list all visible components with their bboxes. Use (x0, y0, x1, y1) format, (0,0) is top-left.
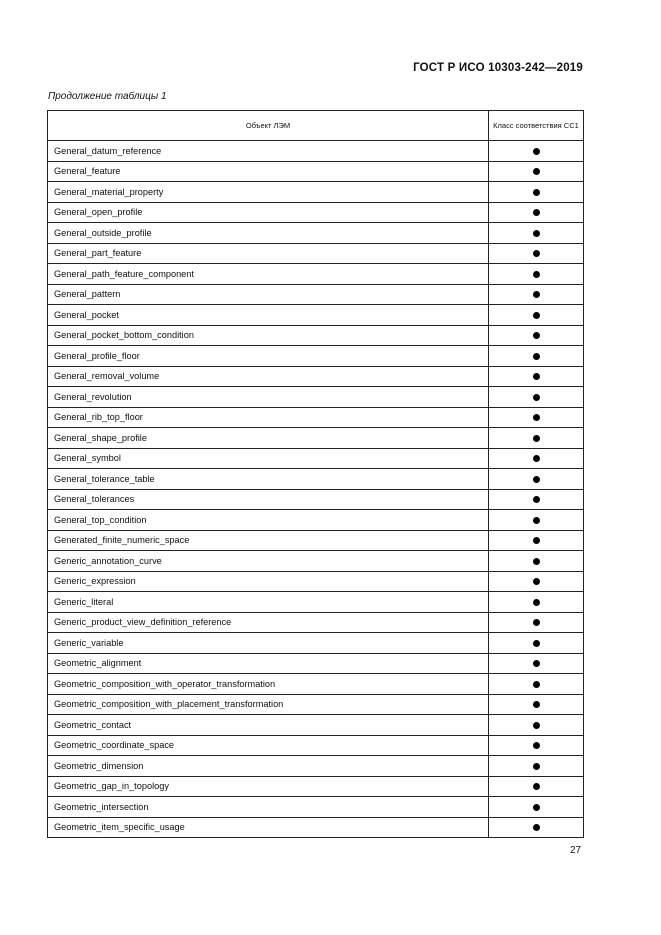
object-name-cell: General_tolerances (48, 489, 489, 510)
table-container (47, 110, 584, 838)
conformance-table (47, 110, 584, 838)
filled-circle-icon (533, 660, 540, 667)
object-name-cell: General_pocket_bottom_condition (48, 325, 489, 346)
object-name-cell: General_removal_volume (48, 366, 489, 387)
filled-circle-icon (533, 435, 540, 442)
conformance-mark-cell (489, 141, 584, 162)
conformance-mark-cell (489, 530, 584, 551)
filled-circle-icon (533, 291, 540, 298)
table-row (48, 366, 584, 387)
filled-circle-icon (533, 394, 540, 401)
filled-circle-icon (533, 455, 540, 462)
filled-circle-icon (533, 701, 540, 708)
conformance-mark-cell (489, 797, 584, 818)
conformance-mark-cell (489, 325, 584, 346)
conformance-mark-cell (489, 243, 584, 264)
object-name-cell: Generated_finite_numeric_space (48, 530, 489, 551)
conformance-mark-cell (489, 387, 584, 408)
filled-circle-icon (533, 209, 540, 216)
page-number: 27 (570, 845, 582, 856)
table-row (48, 612, 584, 633)
filled-circle-icon (533, 722, 540, 729)
object-name-cell: General_path_feature_component (48, 264, 489, 285)
conformance-mark-cell (489, 489, 584, 510)
conformance-mark-cell (489, 161, 584, 182)
object-name-cell: Generic_annotation_curve (48, 551, 489, 572)
conformance-mark-cell (489, 202, 584, 223)
table-row (48, 653, 584, 674)
object-name-cell: General_rib_top_floor (48, 407, 489, 428)
standard-designation: ГОСТ Р ИСО 10303-242—2019 (413, 62, 583, 74)
table-row (48, 202, 584, 223)
filled-circle-icon (533, 312, 540, 319)
table-row (48, 592, 584, 613)
filled-circle-icon (533, 558, 540, 565)
conformance-mark-cell (489, 817, 584, 838)
object-name-cell: Generic_variable (48, 633, 489, 654)
conformance-mark-cell (489, 223, 584, 244)
conformance-mark-cell (489, 612, 584, 633)
filled-circle-icon (533, 619, 540, 626)
table-row (48, 674, 584, 695)
table-row (48, 735, 584, 756)
object-name-cell: Geometric_composition_with_operator_transformation (48, 674, 489, 695)
object-name-cell: General_pattern (48, 284, 489, 305)
filled-circle-icon (533, 476, 540, 483)
filled-circle-icon (533, 168, 540, 175)
table-row (48, 489, 584, 510)
object-name-cell: Generic_product_view_definition_reference (48, 612, 489, 633)
object-name-cell: Generic_literal (48, 592, 489, 613)
table-row (48, 571, 584, 592)
object-name-cell: Geometric_composition_with_placement_transformation (48, 694, 489, 715)
conformance-mark-cell (489, 346, 584, 367)
filled-circle-icon (533, 824, 540, 831)
object-name-cell: Geometric_gap_in_topology (48, 776, 489, 797)
table-row (48, 428, 584, 449)
conformance-mark-cell (489, 715, 584, 736)
object-name-cell: General_feature (48, 161, 489, 182)
table-row (48, 817, 584, 838)
filled-circle-icon (533, 783, 540, 790)
conformance-mark-cell (489, 182, 584, 203)
table-row (48, 346, 584, 367)
table-row (48, 161, 584, 182)
table-row (48, 387, 584, 408)
conformance-mark-cell (489, 776, 584, 797)
filled-circle-icon (533, 681, 540, 688)
table-row (48, 284, 584, 305)
conformance-mark-cell (489, 571, 584, 592)
filled-circle-icon (533, 578, 540, 585)
conformance-mark-cell (489, 284, 584, 305)
table-row (48, 633, 584, 654)
conformance-mark-cell (489, 735, 584, 756)
conformance-mark-cell (489, 694, 584, 715)
table-row (48, 141, 584, 162)
table-row (48, 756, 584, 777)
filled-circle-icon (533, 640, 540, 647)
column-header-conformance-class: Класс соответствия CC1 (489, 111, 584, 141)
object-name-cell: General_tolerance_table (48, 469, 489, 490)
object-name-cell: General_top_condition (48, 510, 489, 531)
table-row (48, 551, 584, 572)
object-name-cell: Generic_expression (48, 571, 489, 592)
conformance-mark-cell (489, 510, 584, 531)
table-row (48, 694, 584, 715)
conformance-mark-cell (489, 551, 584, 572)
table-row (48, 264, 584, 285)
object-name-cell: Geometric_dimension (48, 756, 489, 777)
filled-circle-icon (533, 763, 540, 770)
object-name-cell: Geometric_item_specific_usage (48, 817, 489, 838)
object-name-cell: General_pocket (48, 305, 489, 326)
object-name-cell: General_part_feature (48, 243, 489, 264)
filled-circle-icon (533, 804, 540, 811)
table-row (48, 223, 584, 244)
filled-circle-icon (533, 250, 540, 257)
filled-circle-icon (533, 496, 540, 503)
conformance-mark-cell (489, 674, 584, 695)
conformance-mark-cell (489, 653, 584, 674)
object-name-cell: General_shape_profile (48, 428, 489, 449)
table-row (48, 776, 584, 797)
filled-circle-icon (533, 537, 540, 544)
conformance-mark-cell (489, 428, 584, 449)
conformance-mark-cell (489, 448, 584, 469)
conformance-mark-cell (489, 469, 584, 490)
object-name-cell: General_material_property (48, 182, 489, 203)
object-name-cell: Geometric_contact (48, 715, 489, 736)
table-row (48, 407, 584, 428)
table-row (48, 510, 584, 531)
object-name-cell: General_open_profile (48, 202, 489, 223)
table-row (48, 469, 584, 490)
column-header-object: Объект ЛЭМ (48, 111, 489, 141)
table-row (48, 305, 584, 326)
table-row (48, 797, 584, 818)
conformance-mark-cell (489, 756, 584, 777)
object-name-cell: Geometric_alignment (48, 653, 489, 674)
filled-circle-icon (533, 332, 540, 339)
object-name-cell: General_profile_floor (48, 346, 489, 367)
conformance-mark-cell (489, 264, 584, 285)
filled-circle-icon (533, 414, 540, 421)
object-name-cell: General_symbol (48, 448, 489, 469)
object-name-cell: Geometric_coordinate_space (48, 735, 489, 756)
filled-circle-icon (533, 742, 540, 749)
object-name-cell: General_outside_profile (48, 223, 489, 244)
filled-circle-icon (533, 599, 540, 606)
filled-circle-icon (533, 517, 540, 524)
filled-circle-icon (533, 373, 540, 380)
filled-circle-icon (533, 230, 540, 237)
table-caption: Продолжение таблицы 1 (48, 91, 167, 102)
object-name-cell: Geometric_intersection (48, 797, 489, 818)
table-header-row (48, 111, 584, 141)
table-row (48, 715, 584, 736)
conformance-mark-cell (489, 633, 584, 654)
table-row (48, 325, 584, 346)
filled-circle-icon (533, 189, 540, 196)
table-row (48, 243, 584, 264)
filled-circle-icon (533, 148, 540, 155)
object-name-cell: General_datum_reference (48, 141, 489, 162)
table-row (48, 530, 584, 551)
filled-circle-icon (533, 353, 540, 360)
conformance-mark-cell (489, 366, 584, 387)
table-body (48, 141, 584, 838)
conformance-mark-cell (489, 592, 584, 613)
table-row (48, 448, 584, 469)
table-row (48, 182, 584, 203)
conformance-mark-cell (489, 407, 584, 428)
object-name-cell: General_revolution (48, 387, 489, 408)
conformance-mark-cell (489, 305, 584, 326)
filled-circle-icon (533, 271, 540, 278)
